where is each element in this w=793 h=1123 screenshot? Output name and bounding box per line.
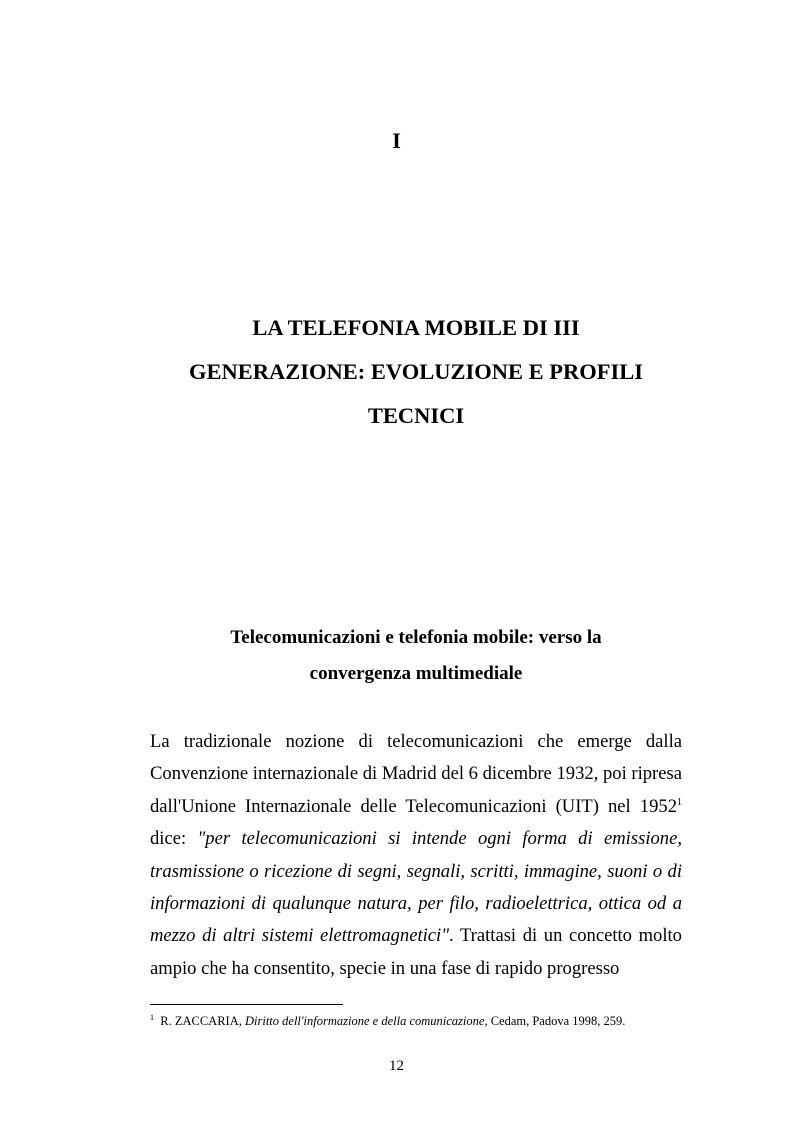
section-title-line: convergenza multimediale bbox=[309, 663, 523, 684]
body-after-ref: dice: bbox=[150, 828, 198, 850]
body-quote: "per telecomunicazioni si intende ogni forma di emissione, trasmissione o ricezione di segni, segnali, scritti, immagine, suoni o di informazioni di qualunque natura, per filo, radioelettrica, ottica od a mezzo di altri sistemi elettromagnetici" bbox=[150, 828, 682, 947]
body-paragraph bbox=[150, 726, 682, 985]
footnote-details: , Cedam, Padova 1998, 259. bbox=[484, 1014, 626, 1028]
page-number: 12 bbox=[389, 1058, 404, 1074]
footnote-work-title: Diritto dell'informazione e della comunicazione bbox=[244, 1014, 485, 1028]
section-title-line: Telecomunicazioni e telefonia mobile: verso la bbox=[230, 627, 602, 648]
footnote-reference: 1 bbox=[677, 796, 682, 808]
footnote-separator bbox=[150, 1004, 343, 1005]
chapter-title-line: TECNICI bbox=[367, 403, 465, 428]
footnote-marker: 1 bbox=[150, 1013, 154, 1022]
chapter-number: I bbox=[392, 128, 401, 153]
body-continuation: . Trattasi di un concetto molto ampio che ha consentito, specie in una fase di rapido progresso bbox=[150, 925, 682, 979]
chapter-title bbox=[150, 306, 682, 438]
body-intro: La tradizionale nozione di telecomunicazioni che emerge dalla Convenzione internazionale di Madrid del 6 dicembre 1932, poi ripresa dall'Unione Internazionale delle Telecomunicazioni (UIT) nel 1952 bbox=[150, 731, 682, 817]
chapter-title-line: LA TELEFONIA MOBILE DI III bbox=[252, 315, 580, 340]
footnote bbox=[150, 1013, 690, 1029]
chapter-title-line: GENERAZIONE: EVOLUZIONE E PROFILI bbox=[189, 359, 643, 384]
section-title bbox=[150, 620, 682, 692]
footnote-author: R. ZACCARIA, bbox=[160, 1014, 245, 1028]
